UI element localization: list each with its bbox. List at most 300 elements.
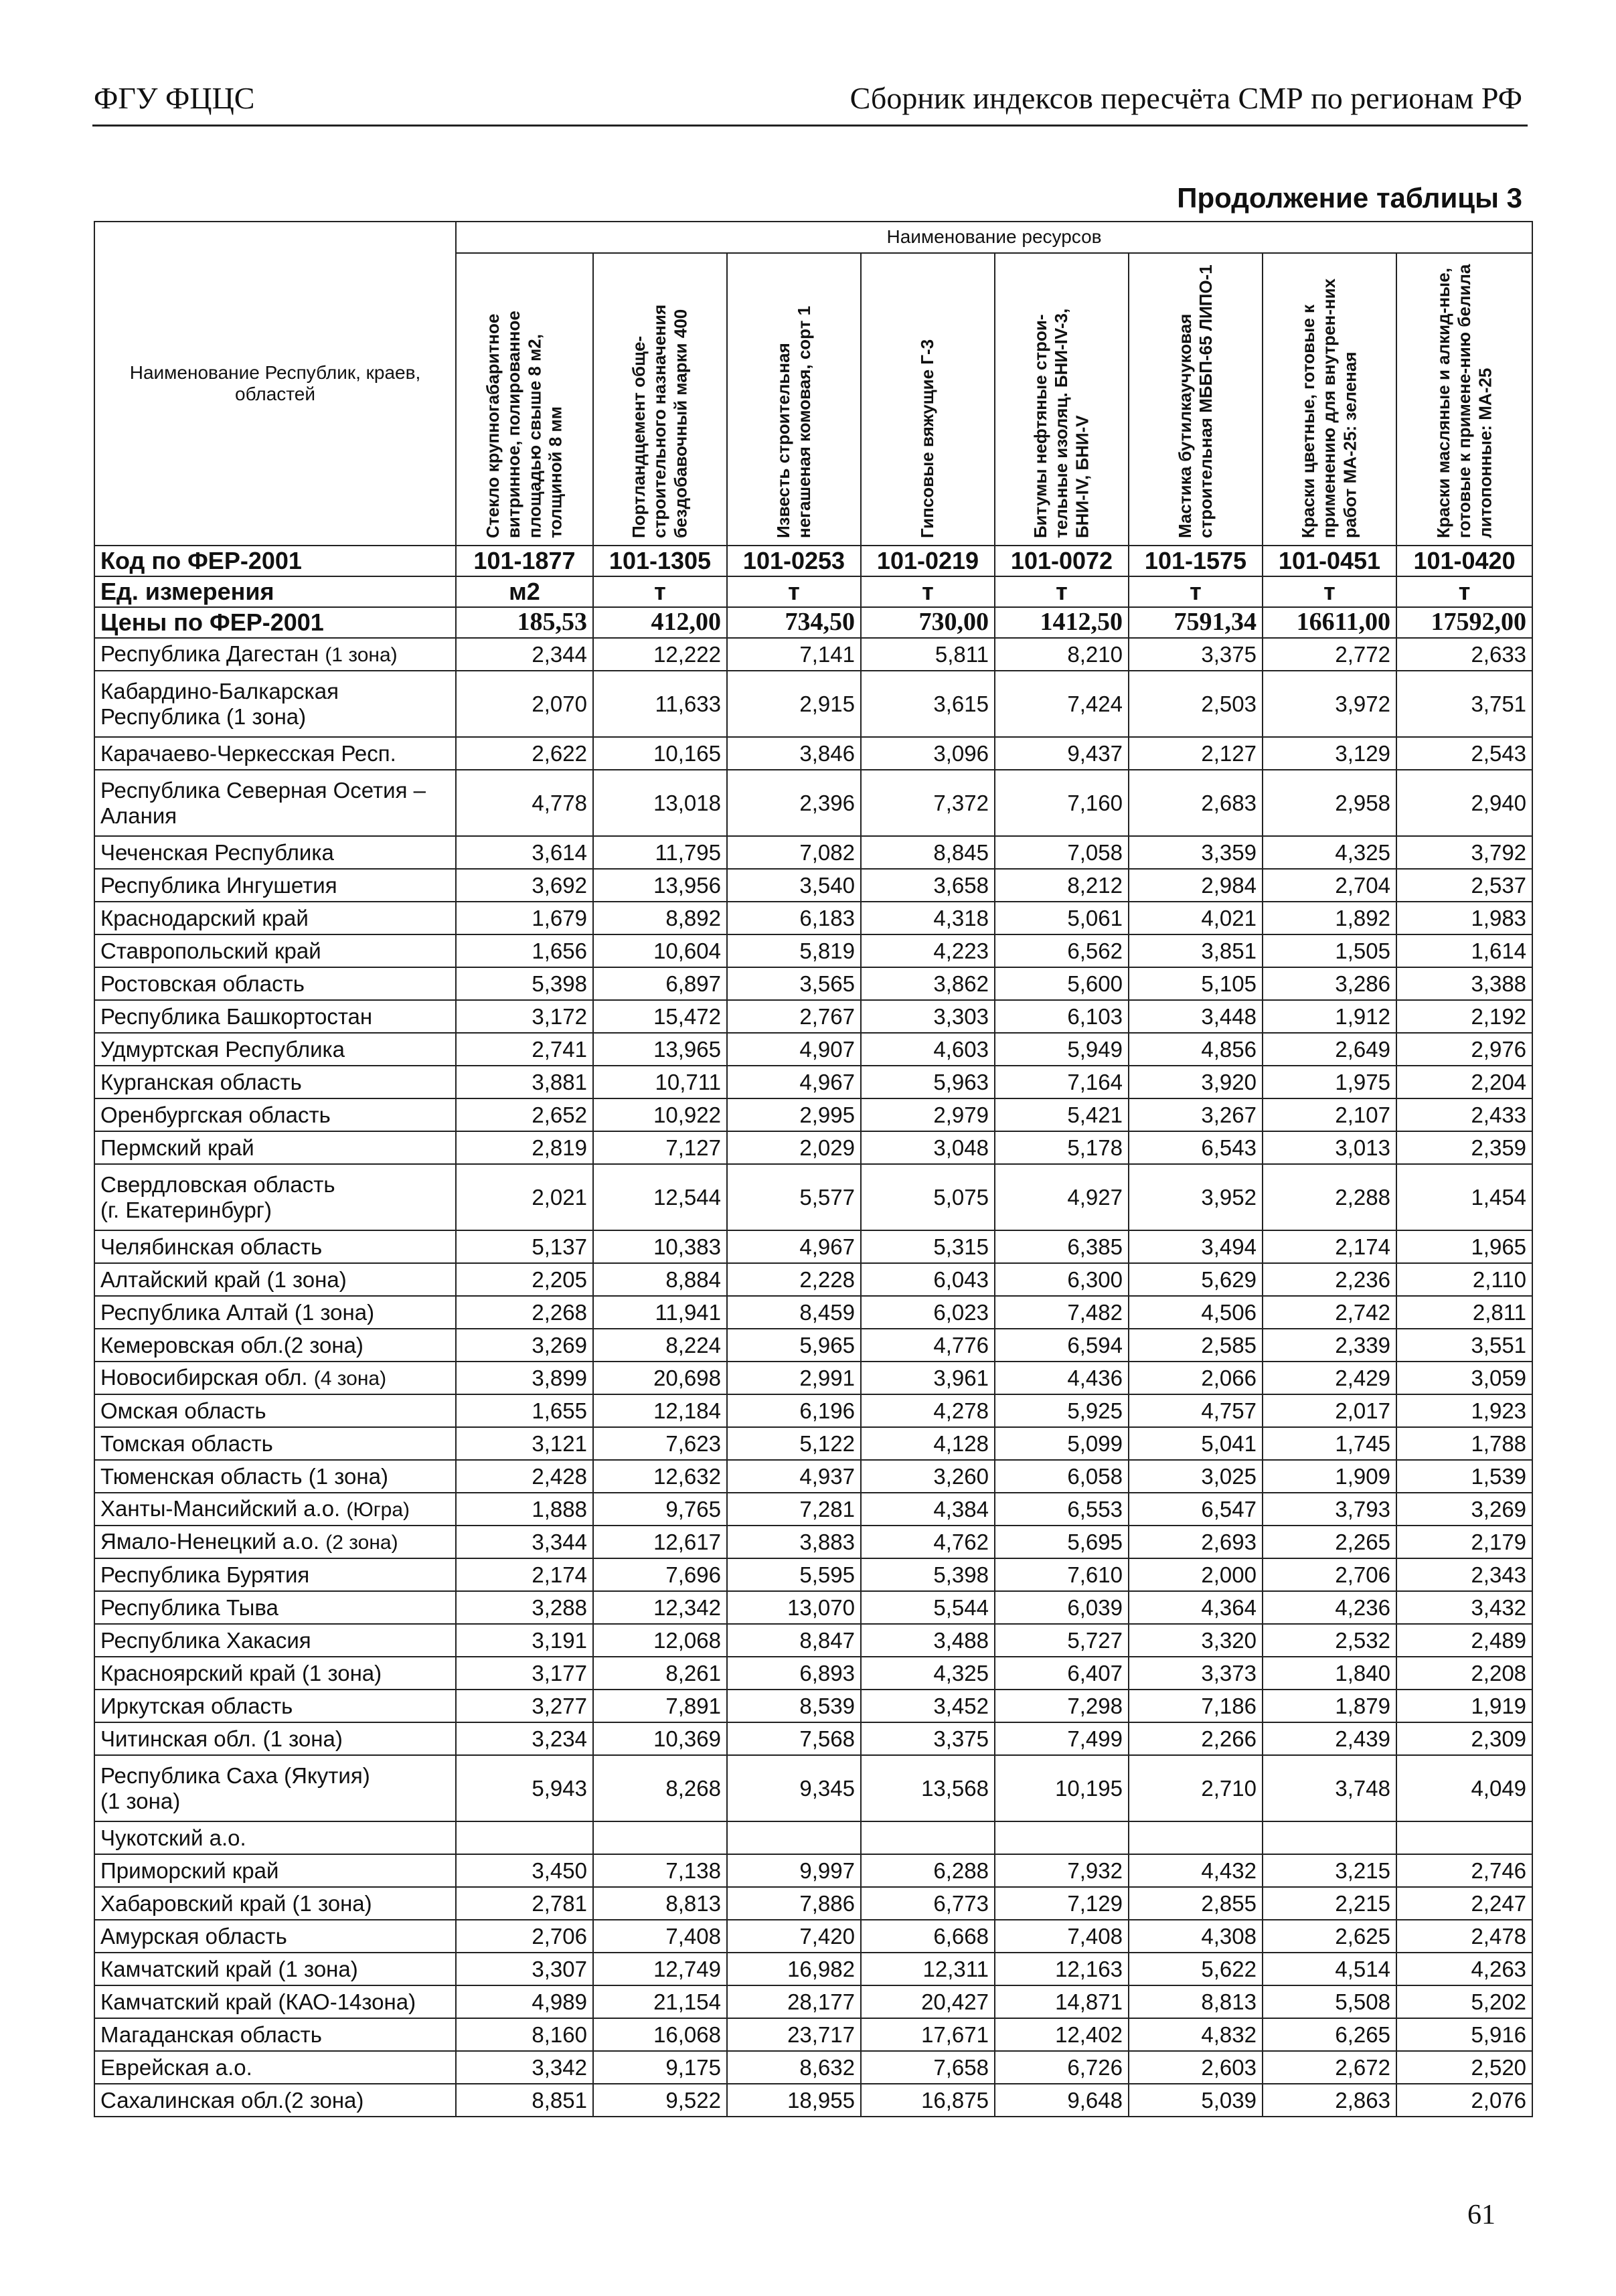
index-value: 17,671 (861, 2018, 995, 2051)
index-value: 9,345 (727, 1755, 861, 1821)
index-value: 1,539 (1396, 1460, 1532, 1493)
index-value: 2,693 (1129, 1526, 1263, 1558)
index-value: 3,920 (1129, 1066, 1263, 1098)
index-value: 2,070 (456, 671, 593, 737)
index-value: 3,260 (861, 1460, 995, 1493)
index-value: 3,359 (1129, 836, 1263, 869)
resource-price: 734,50 (727, 607, 861, 638)
index-value: 3,658 (861, 869, 995, 902)
index-value: 4,236 (1263, 1591, 1396, 1624)
index-value: 8,884 (593, 1263, 727, 1296)
index-value (1396, 1821, 1532, 1854)
index-value: 8,261 (593, 1657, 727, 1690)
index-value: 2,359 (1396, 1131, 1532, 1164)
index-value: 3,494 (1129, 1230, 1263, 1263)
header-org: ФГУ ФЦЦС (94, 81, 255, 115)
region-name: Ростовская область (94, 967, 456, 1000)
index-value: 10,922 (593, 1098, 727, 1131)
index-value: 6,773 (861, 1887, 995, 1920)
index-value: 3,172 (456, 1000, 593, 1033)
header-collection-title: Сборник индексов пересчёта СМР по регионам РФ (850, 81, 1522, 115)
index-value: 13,956 (593, 869, 727, 902)
price-row (94, 607, 1532, 638)
index-value: 7,658 (861, 2051, 995, 2084)
index-value: 3,862 (861, 967, 995, 1000)
region-name: Республика Ингушетия (94, 869, 456, 902)
index-value: 10,711 (593, 1066, 727, 1098)
index-value: 2,706 (1263, 1558, 1396, 1591)
resource-code: 101-0253 (727, 546, 861, 576)
index-value (995, 1821, 1129, 1854)
index-value: 3,881 (456, 1066, 593, 1098)
resource-unit: т (1129, 576, 1263, 607)
region-name: Курганская область (94, 1066, 456, 1098)
index-value: 3,972 (1263, 671, 1396, 737)
index-value: 9,997 (727, 1854, 861, 1887)
index-value: 7,186 (1129, 1690, 1263, 1722)
index-value: 23,717 (727, 2018, 861, 2051)
index-value: 5,600 (995, 967, 1129, 1000)
resource-unit: т (727, 576, 861, 607)
index-value: 5,202 (1396, 1985, 1532, 2018)
index-value: 20,427 (861, 1985, 995, 2018)
table-row (94, 1887, 1532, 1920)
resource-unit: т (1396, 576, 1532, 607)
index-value: 2,984 (1129, 869, 1263, 902)
region-name: Пермский край (94, 1131, 456, 1164)
table-row (94, 1657, 1532, 1690)
index-value: 3,450 (456, 1854, 593, 1887)
index-table (94, 221, 1533, 2117)
index-value: 5,421 (995, 1098, 1129, 1131)
index-value: 3,129 (1263, 737, 1396, 770)
resource-column-header: Битумы нефтяные строи-тельные изоляц. БНИ-IV-3, БНИ-IV, БНИ-V (995, 253, 1129, 546)
index-value: 2,433 (1396, 1098, 1532, 1131)
region-name: Карачаево-Черкесская Респ. (94, 737, 456, 770)
index-value: 1,788 (1396, 1427, 1532, 1460)
index-value: 2,741 (456, 1033, 593, 1066)
region-name: Хабаровский край (1 зона) (94, 1887, 456, 1920)
index-value: 2,995 (727, 1098, 861, 1131)
resource-code: 101-0219 (861, 546, 995, 576)
table-row (94, 934, 1532, 967)
index-value: 3,615 (861, 671, 995, 737)
resource-price: 17592,00 (1396, 607, 1532, 638)
table-row (94, 1296, 1532, 1329)
index-value: 7,610 (995, 1558, 1129, 1591)
index-value: 2,958 (1263, 770, 1396, 836)
index-value: 2,991 (727, 1362, 861, 1394)
resource-code: 101-0420 (1396, 546, 1532, 576)
index-value: 4,989 (456, 1985, 593, 2018)
region-name: Новосибирская обл. (4 зона) (94, 1362, 456, 1394)
index-value: 4,432 (1129, 1854, 1263, 1887)
index-value: 4,506 (1129, 1296, 1263, 1329)
index-value: 5,099 (995, 1427, 1129, 1460)
resource-unit: т (995, 576, 1129, 607)
table-continuation-title: Продолжение таблицы 3 (1177, 182, 1522, 214)
resource-column-header: Гипсовые вяжущие Г-3 (861, 253, 995, 546)
index-value (1263, 1821, 1396, 1854)
index-value: 4,907 (727, 1033, 861, 1066)
index-value: 3,307 (456, 1953, 593, 1985)
resource-unit: м2 (456, 576, 593, 607)
index-value: 5,629 (1129, 1263, 1263, 1296)
region-name: Свердловская область (г. Екатеринбург) (94, 1164, 456, 1230)
resource-code: 101-0451 (1263, 546, 1396, 576)
index-value: 7,932 (995, 1854, 1129, 1887)
index-value: 3,177 (456, 1657, 593, 1690)
index-value: 7,891 (593, 1690, 727, 1722)
index-value: 4,263 (1396, 1953, 1532, 1985)
index-value: 3,320 (1129, 1624, 1263, 1657)
index-value: 2,344 (456, 638, 593, 671)
index-value: 2,265 (1263, 1526, 1396, 1558)
index-value: 20,698 (593, 1362, 727, 1394)
index-value: 6,058 (995, 1460, 1129, 1493)
index-value: 4,325 (861, 1657, 995, 1690)
index-value: 7,420 (727, 1920, 861, 1953)
index-value: 3,388 (1396, 967, 1532, 1000)
region-name: Республика Дагестан (1 зона) (94, 638, 456, 671)
table-row (94, 671, 1532, 737)
index-value: 14,871 (995, 1985, 1129, 2018)
index-value: 2,742 (1263, 1296, 1396, 1329)
table-row (94, 1985, 1532, 2018)
index-value: 2,208 (1396, 1657, 1532, 1690)
price-label: Цены по ФЕР-2001 (94, 607, 456, 638)
page-number: 61 (1467, 2200, 1496, 2230)
index-value: 3,614 (456, 836, 593, 869)
index-value: 6,726 (995, 2051, 1129, 2084)
index-value: 2,478 (1396, 1920, 1532, 1953)
resource-price: 185,53 (456, 607, 593, 638)
region-name: Магаданская область (94, 2018, 456, 2051)
index-value: 6,893 (727, 1657, 861, 1690)
index-value: 5,105 (1129, 967, 1263, 1000)
index-value: 10,165 (593, 737, 727, 770)
index-value: 2,204 (1396, 1066, 1532, 1098)
table-row (94, 1362, 1532, 1394)
index-value: 2,706 (456, 1920, 593, 1953)
table-row (94, 1920, 1532, 1953)
index-value: 4,308 (1129, 1920, 1263, 1953)
table-row (94, 2084, 1532, 2117)
index-value: 2,683 (1129, 770, 1263, 836)
table-row (94, 1098, 1532, 1131)
index-value: 11,941 (593, 1296, 727, 1329)
code-label: Код по ФЕР-2001 (94, 546, 456, 576)
table-row (94, 1558, 1532, 1591)
index-value: 16,982 (727, 1953, 861, 1985)
index-value: 4,325 (1263, 836, 1396, 869)
index-value: 10,383 (593, 1230, 727, 1263)
index-value: 1,614 (1396, 934, 1532, 967)
index-value: 6,103 (995, 1000, 1129, 1033)
index-value: 28,177 (727, 1985, 861, 2018)
index-value: 2,205 (456, 1263, 593, 1296)
index-value: 2,343 (1396, 1558, 1532, 1591)
index-value: 3,096 (861, 737, 995, 770)
index-value: 3,344 (456, 1526, 593, 1558)
index-value: 8,851 (456, 2084, 593, 2117)
table-row (94, 1230, 1532, 1263)
index-value: 3,375 (1129, 638, 1263, 671)
index-value: 3,452 (861, 1690, 995, 1722)
index-value: 1,679 (456, 902, 593, 934)
index-value: 5,398 (456, 967, 593, 1000)
index-value: 2,000 (1129, 1558, 1263, 1591)
index-value: 2,339 (1263, 1329, 1396, 1362)
index-value: 1,983 (1396, 902, 1532, 934)
index-value: 5,965 (727, 1329, 861, 1362)
index-value: 2,309 (1396, 1722, 1532, 1755)
index-value: 4,937 (727, 1460, 861, 1493)
index-value: 9,175 (593, 2051, 727, 2084)
region-name: Тюменская область (1 зона) (94, 1460, 456, 1493)
index-value: 3,215 (1263, 1854, 1396, 1887)
table-row (94, 1460, 1532, 1493)
index-value: 2,532 (1263, 1624, 1396, 1657)
index-value: 6,039 (995, 1591, 1129, 1624)
resource-unit: т (593, 576, 727, 607)
resource-code: 101-1877 (456, 546, 593, 576)
index-value: 5,061 (995, 902, 1129, 934)
index-value: 8,459 (727, 1296, 861, 1329)
region-name: Читинская обл. (1 зона) (94, 1722, 456, 1755)
index-value: 8,813 (1129, 1985, 1263, 2018)
region-name: Ханты-Мансийский а.о. (Югра) (94, 1493, 456, 1526)
index-value: 8,632 (727, 2051, 861, 2084)
index-value: 1,909 (1263, 1460, 1396, 1493)
index-value: 4,514 (1263, 1953, 1396, 1985)
region-note: (2 зона) (325, 1532, 398, 1554)
unit-label: Ед. измерения (94, 576, 456, 607)
index-value: 6,183 (727, 902, 861, 934)
index-value: 2,179 (1396, 1526, 1532, 1558)
index-value: 5,577 (727, 1164, 861, 1230)
index-value: 2,633 (1396, 638, 1532, 671)
index-value: 3,234 (456, 1722, 593, 1755)
index-value (593, 1821, 727, 1854)
index-value: 7,499 (995, 1722, 1129, 1755)
index-value: 2,781 (456, 1887, 593, 1920)
index-value: 7,696 (593, 1558, 727, 1591)
index-value: 2,266 (1129, 1722, 1263, 1755)
region-name: Республика Тыва (94, 1591, 456, 1624)
index-value: 3,303 (861, 1000, 995, 1033)
index-value: 8,224 (593, 1329, 727, 1362)
region-name: Амурская область (94, 1920, 456, 1953)
table-row (94, 1493, 1532, 1526)
index-value: 2,652 (456, 1098, 593, 1131)
region-name: Чеченская Республика (94, 836, 456, 869)
index-value: 5,811 (861, 638, 995, 671)
region-name: Чукотский а.о. (94, 1821, 456, 1854)
index-value: 1,879 (1263, 1690, 1396, 1722)
index-value: 8,813 (593, 1887, 727, 1920)
index-value: 1,919 (1396, 1690, 1532, 1722)
index-value: 5,544 (861, 1591, 995, 1624)
index-value: 3,013 (1263, 1131, 1396, 1164)
table-row (94, 2051, 1532, 2084)
table-row (94, 1854, 1532, 1887)
index-value: 3,448 (1129, 1000, 1263, 1033)
index-value: 2,288 (1263, 1164, 1396, 1230)
region-name: Краснодарский край (94, 902, 456, 934)
index-value: 6,043 (861, 1263, 995, 1296)
index-value: 2,585 (1129, 1329, 1263, 1362)
index-value: 4,384 (861, 1493, 995, 1526)
table-row (94, 1953, 1532, 1985)
index-value: 5,925 (995, 1394, 1129, 1427)
index-value: 7,160 (995, 770, 1129, 836)
index-value (861, 1821, 995, 1854)
index-value: 5,122 (727, 1427, 861, 1460)
index-value: 5,943 (456, 1755, 593, 1821)
region-name: Камчатский край (КАО-14зона) (94, 1985, 456, 2018)
index-value: 18,955 (727, 2084, 861, 2117)
index-value: 7,082 (727, 836, 861, 869)
index-value: 5,041 (1129, 1427, 1263, 1460)
index-value: 7,886 (727, 1887, 861, 1920)
index-value: 2,076 (1396, 2084, 1532, 2117)
index-value: 3,286 (1263, 967, 1396, 1000)
index-value: 2,625 (1263, 1920, 1396, 1953)
table-row (94, 1755, 1532, 1821)
index-value: 1,745 (1263, 1427, 1396, 1460)
region-name: Алтайский край (1 зона) (94, 1263, 456, 1296)
table-row (94, 1394, 1532, 1427)
index-value: 3,883 (727, 1526, 861, 1558)
index-value: 3,375 (861, 1722, 995, 1755)
index-value: 3,565 (727, 967, 861, 1000)
index-value: 21,154 (593, 1985, 727, 2018)
index-value: 5,178 (995, 1131, 1129, 1164)
index-value: 3,961 (861, 1362, 995, 1394)
region-name: Оренбургская область (94, 1098, 456, 1131)
index-value: 5,819 (727, 934, 861, 967)
index-value: 4,927 (995, 1164, 1129, 1230)
index-value: 2,979 (861, 1098, 995, 1131)
index-value: 2,976 (1396, 1033, 1532, 1066)
index-value: 4,778 (456, 770, 593, 836)
region-name: Сахалинская обл.(2 зона) (94, 2084, 456, 2117)
index-value: 6,023 (861, 1296, 995, 1329)
region-name: Республика Бурятия (94, 1558, 456, 1591)
index-value: 7,164 (995, 1066, 1129, 1098)
region-name: Еврейская а.о. (94, 2051, 456, 2084)
region-name: Томская область (94, 1427, 456, 1460)
resource-column-header: Портландцемент обще-строительного назначения бездобавочный марки 400 (593, 253, 727, 546)
region-name: Удмуртская Республика (94, 1033, 456, 1066)
header-divider (92, 125, 1528, 127)
region-name: Кемеровская обл.(2 зона) (94, 1329, 456, 1362)
region-name: Республика Хакасия (94, 1624, 456, 1657)
index-value: 3,551 (1396, 1329, 1532, 1362)
index-value: 4,436 (995, 1362, 1129, 1394)
index-value: 10,195 (995, 1755, 1129, 1821)
index-value: 12,402 (995, 2018, 1129, 2051)
index-value: 2,855 (1129, 1887, 1263, 1920)
resource-code: 101-1305 (593, 546, 727, 576)
index-value: 1,892 (1263, 902, 1396, 934)
table-row (94, 638, 1532, 671)
index-value: 8,892 (593, 902, 727, 934)
index-value: 2,811 (1396, 1296, 1532, 1329)
index-value: 6,562 (995, 934, 1129, 967)
index-value: 11,633 (593, 671, 727, 737)
index-value: 1,923 (1396, 1394, 1532, 1427)
region-name: Республика Саха (Якутия) (1 зона) (94, 1755, 456, 1821)
index-value: 1,888 (456, 1493, 593, 1526)
index-value: 2,127 (1129, 737, 1263, 770)
index-value: 1,975 (1263, 1066, 1396, 1098)
index-value: 6,385 (995, 1230, 1129, 1263)
index-value: 2,110 (1396, 1263, 1532, 1296)
resource-price: 7591,34 (1129, 607, 1263, 638)
region-name: Ямало-Ненецкий а.о. (2 зона) (94, 1526, 456, 1558)
resource-code: 101-0072 (995, 546, 1129, 576)
index-value: 2,174 (1263, 1230, 1396, 1263)
index-value: 3,342 (456, 2051, 593, 2084)
table-row (94, 869, 1532, 902)
resources-header: Наименование ресурсов (456, 222, 1532, 253)
index-value: 12,068 (593, 1624, 727, 1657)
index-value: 9,765 (593, 1493, 727, 1526)
index-value: 2,439 (1263, 1722, 1396, 1755)
index-value: 8,845 (861, 836, 995, 869)
index-value: 8,539 (727, 1690, 861, 1722)
index-value: 3,488 (861, 1624, 995, 1657)
index-value: 7,408 (593, 1920, 727, 1953)
index-value: 1,656 (456, 934, 593, 967)
index-value (727, 1821, 861, 1854)
index-value: 10,369 (593, 1722, 727, 1755)
index-value: 2,767 (727, 1000, 861, 1033)
index-value: 12,632 (593, 1460, 727, 1493)
unit-row (94, 576, 1532, 607)
index-value: 7,058 (995, 836, 1129, 869)
index-value: 3,846 (727, 737, 861, 770)
index-value: 5,137 (456, 1230, 593, 1263)
table-row (94, 1033, 1532, 1066)
index-value: 3,121 (456, 1427, 593, 1460)
index-value: 2,710 (1129, 1755, 1263, 1821)
index-value: 4,364 (1129, 1591, 1263, 1624)
region-name: Ставропольский край (94, 934, 456, 967)
region-note: (Югра) (346, 1499, 410, 1522)
index-value: 2,746 (1396, 1854, 1532, 1887)
resource-price: 1412,50 (995, 607, 1129, 638)
index-value: 3,373 (1129, 1657, 1263, 1690)
index-value: 3,692 (456, 869, 593, 902)
index-value: 5,039 (1129, 2084, 1263, 2117)
index-value: 16,875 (861, 2084, 995, 2117)
resource-unit: т (1263, 576, 1396, 607)
index-value: 2,915 (727, 671, 861, 737)
index-value: 8,160 (456, 2018, 593, 2051)
table-row (94, 1526, 1532, 1558)
index-value: 6,265 (1263, 2018, 1396, 2051)
index-value: 7,127 (593, 1131, 727, 1164)
index-value: 2,428 (456, 1460, 593, 1493)
index-value: 4,049 (1396, 1755, 1532, 1821)
index-value: 3,899 (456, 1362, 593, 1394)
index-value: 5,595 (727, 1558, 861, 1591)
index-value: 12,617 (593, 1526, 727, 1558)
resource-column-header: Мастика бутилкаучуковая строительная МББП-65 ЛИПО-1 (1129, 253, 1263, 546)
